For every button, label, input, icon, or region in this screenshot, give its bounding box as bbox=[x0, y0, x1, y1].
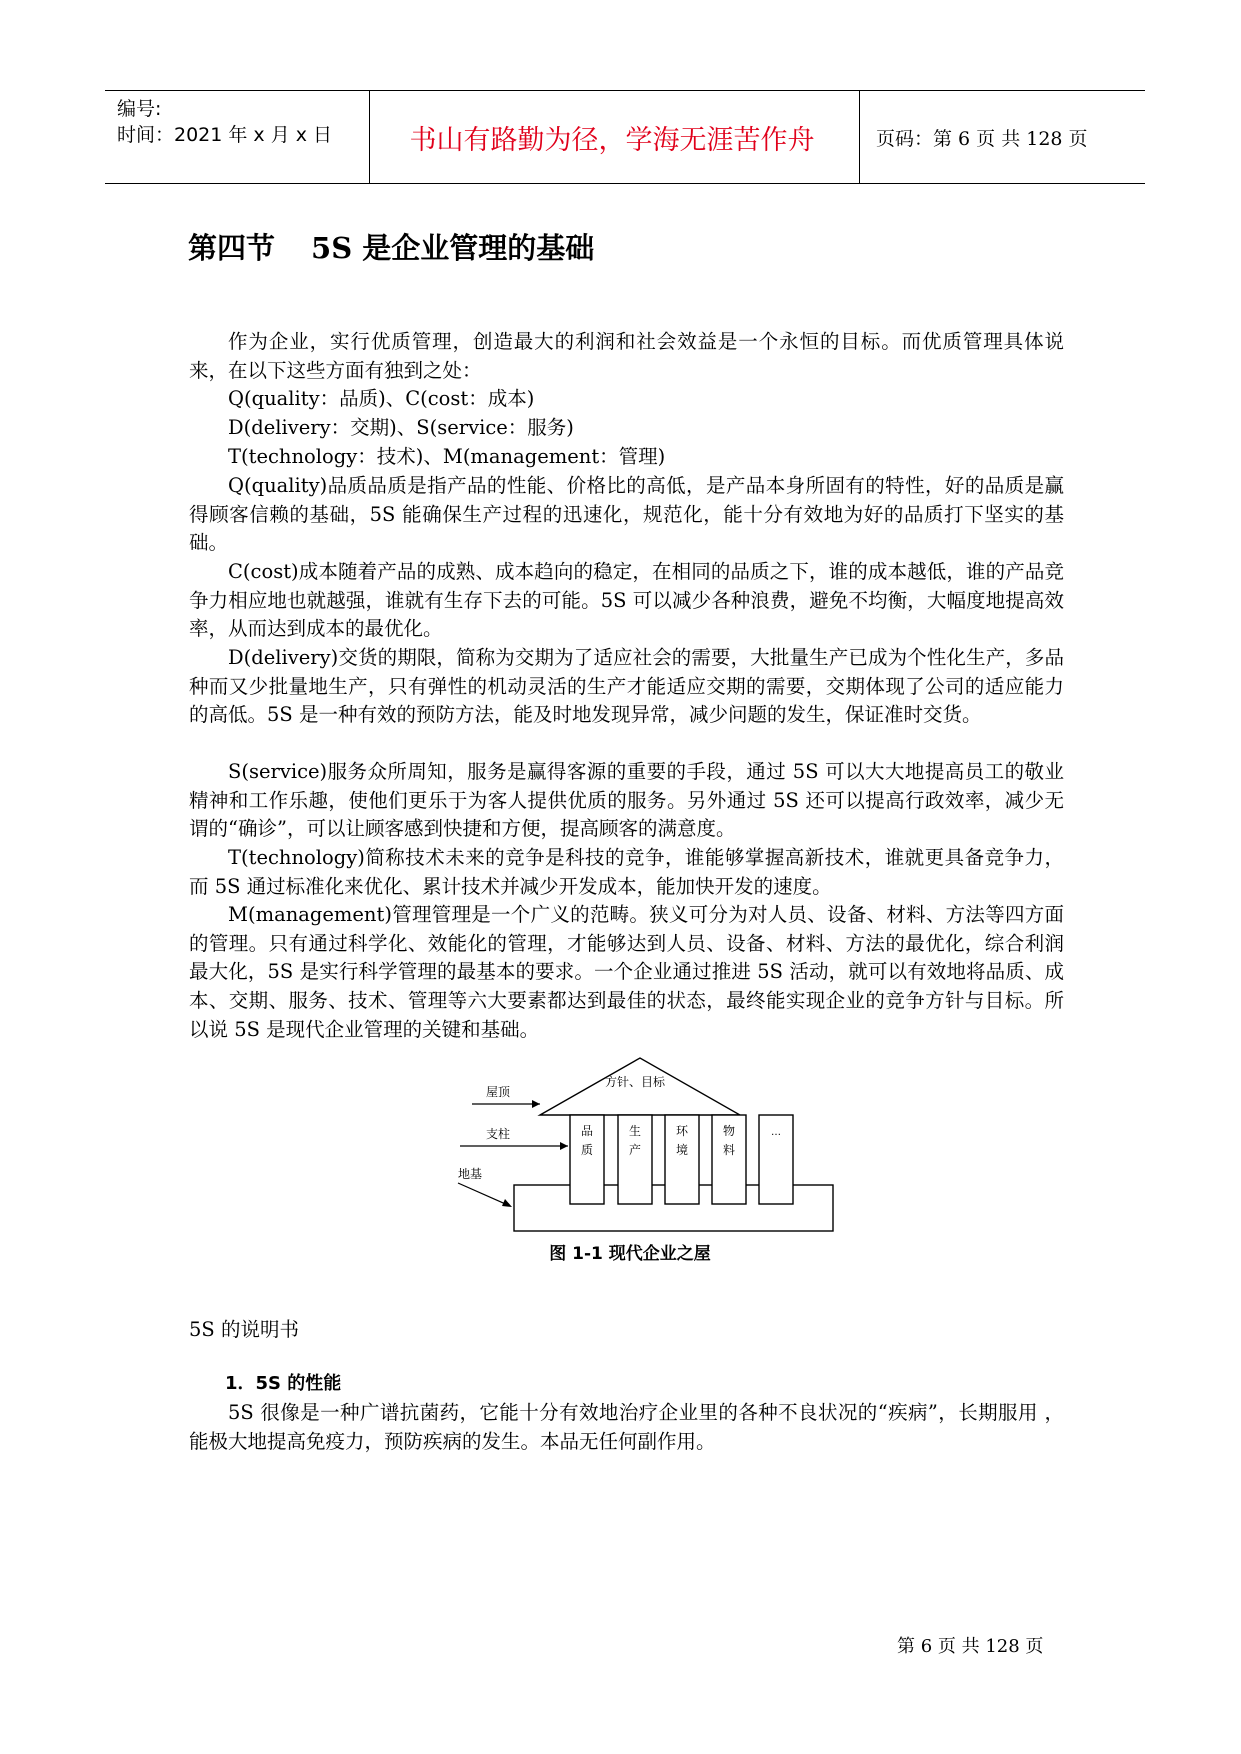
arrow-base bbox=[458, 1183, 510, 1206]
page-footer: 第 6 页 共 128 页 bbox=[897, 1636, 1044, 1657]
delivery-paragraph: D(delivery)交货的期限，简称为交期为了适应社会的需要，大批量生产已成为个性化生产，多品种而又少批量地生产，只有弹性的机动灵活的生产才能适应交期的需要，交期体现了公司的适应能力的高低。5S 是一种有效的预防方法，能及时地发现异常，减少问题的发生，保证准时交货。 bbox=[189, 646, 1064, 727]
pillar-label: 品 bbox=[580, 1124, 594, 1138]
header-bottom-rule bbox=[105, 183, 1145, 184]
pillar-label: 生 bbox=[628, 1124, 642, 1138]
factor-list-line-1: Q(quality：品质)、C(cost：成本) bbox=[228, 387, 535, 410]
quality-paragraph: Q(quality)品质品质是指产品的性能、价格比的高低，是产品本身所固有的特性，好的品质是赢得顾客信赖的基础，5S 能确保生产过程的迅速化，规范化，能十分有效地为好的品质打下坚实的基础。 bbox=[189, 474, 1064, 555]
figure-caption: 图 1-1 现代企业之屋 bbox=[549, 1244, 711, 1264]
pillar-label: … bbox=[771, 1127, 781, 1138]
label-base: 地基 bbox=[458, 1167, 483, 1181]
section-title-number: 第四节 bbox=[188, 231, 276, 265]
factor-list-line-2: D(delivery：交期)、S(service：服务) bbox=[228, 416, 574, 439]
service-paragraph: S(service)服务众所周知，服务是赢得客源的重要的手段，通过 5S 可以大大地提高员工的敬业精神和工作乐趣，使他们更乐于为客人提供优质的服务。另外通过 5S 还可以提高行政效率，减少无谓的“确诊”，可以让顾客感到快捷和方便，提高顾客的满意度。 bbox=[189, 760, 1064, 841]
header-motto: 书山有路勤为径，学海无涯苦作舟 bbox=[409, 125, 815, 156]
label-roof: 屋顶 bbox=[486, 1085, 511, 1099]
pillar-label: 质 bbox=[580, 1143, 594, 1157]
label-pillar: 支柱 bbox=[486, 1127, 511, 1141]
header-top-rule bbox=[105, 90, 1145, 91]
pillar-label: 产 bbox=[628, 1143, 642, 1157]
arrow-pillar-head bbox=[560, 1142, 568, 1150]
intro-paragraph: 作为企业，实行优质管理，创造最大的利润和社会效益是一个永恒的目标。而优质管理具体说来，在以下这些方面有独到之处： bbox=[189, 330, 1064, 382]
header-divider-left bbox=[369, 90, 370, 183]
header-page-code: 页码：第 6 页 共 128 页 bbox=[876, 128, 1088, 150]
pillar-label: 料 bbox=[722, 1143, 736, 1157]
management-paragraph: M(management)管理管理是一个广义的范畴。狭义可分为对人员、设备、材料、方法等四方面的管理。只有通过科学化、效能化的管理，才能够达到人员、设备、材料、方法的最优化，综合利润最大化，5S 是实行科学管理的最基本的要求。一个企业通过推进 5S 活动，就可以有效地将品质、成本、交期、服务、技术、管理等六大要素都达到最佳的状态，最终能实现企业的竞争方针与目标。所以说 5S 是现代企业管理的关键和基础。 bbox=[189, 903, 1064, 1041]
pillar-label: 物 bbox=[722, 1124, 736, 1138]
manual-heading: 5S 的说明书 bbox=[189, 1318, 299, 1341]
pillar-label: 境 bbox=[675, 1143, 689, 1157]
serial-label: 编号: bbox=[117, 98, 162, 120]
subheading-5s-performance: 1．5S 的性能 bbox=[225, 1373, 342, 1394]
time-label: 时间：2021 年 x 月 x 日 bbox=[117, 124, 333, 146]
section-title bbox=[188, 226, 594, 267]
section-title-text: 5S 是企业管理的基础 bbox=[311, 231, 595, 265]
roof-text: 方针、目标 bbox=[604, 1075, 666, 1089]
header-divider-right bbox=[859, 90, 860, 183]
closing-paragraph: 5S 很像是一种广谱抗菌药，它能十分有效地治疗企业里的各种不良状况的“疾病”，长期服用 ，能极大地提高免疫力，预防疾病的发生。本品无任何副作用。 bbox=[189, 1401, 1064, 1453]
enterprise-house-diagram bbox=[440, 1040, 840, 1240]
arrow-base-head bbox=[502, 1199, 512, 1207]
pillar-label: 环 bbox=[675, 1124, 689, 1138]
technology-paragraph: T(technology)简称技术未来的竞争是科技的竞争，谁能够掌握高新技术，谁就更具备竞争力，而 5S 通过标准化来优化、累计技术并减少开发成本，能加快开发的速度。 bbox=[189, 846, 1064, 898]
arrow-roof-head bbox=[532, 1100, 540, 1108]
cost-paragraph: C(cost)成本随着产品的成熟、成本趋向的稳定，在相同的品质之下，谁的成本越低，谁的产品竞争力相应地也就越强，谁就有生存下去的可能。5S 可以减少各种浪费，避免不均衡，大幅度地提高效率，从而达到成本的最优化。 bbox=[189, 560, 1064, 641]
factor-list-line-3: T(technology：技术)、M(management：管理) bbox=[228, 445, 666, 468]
